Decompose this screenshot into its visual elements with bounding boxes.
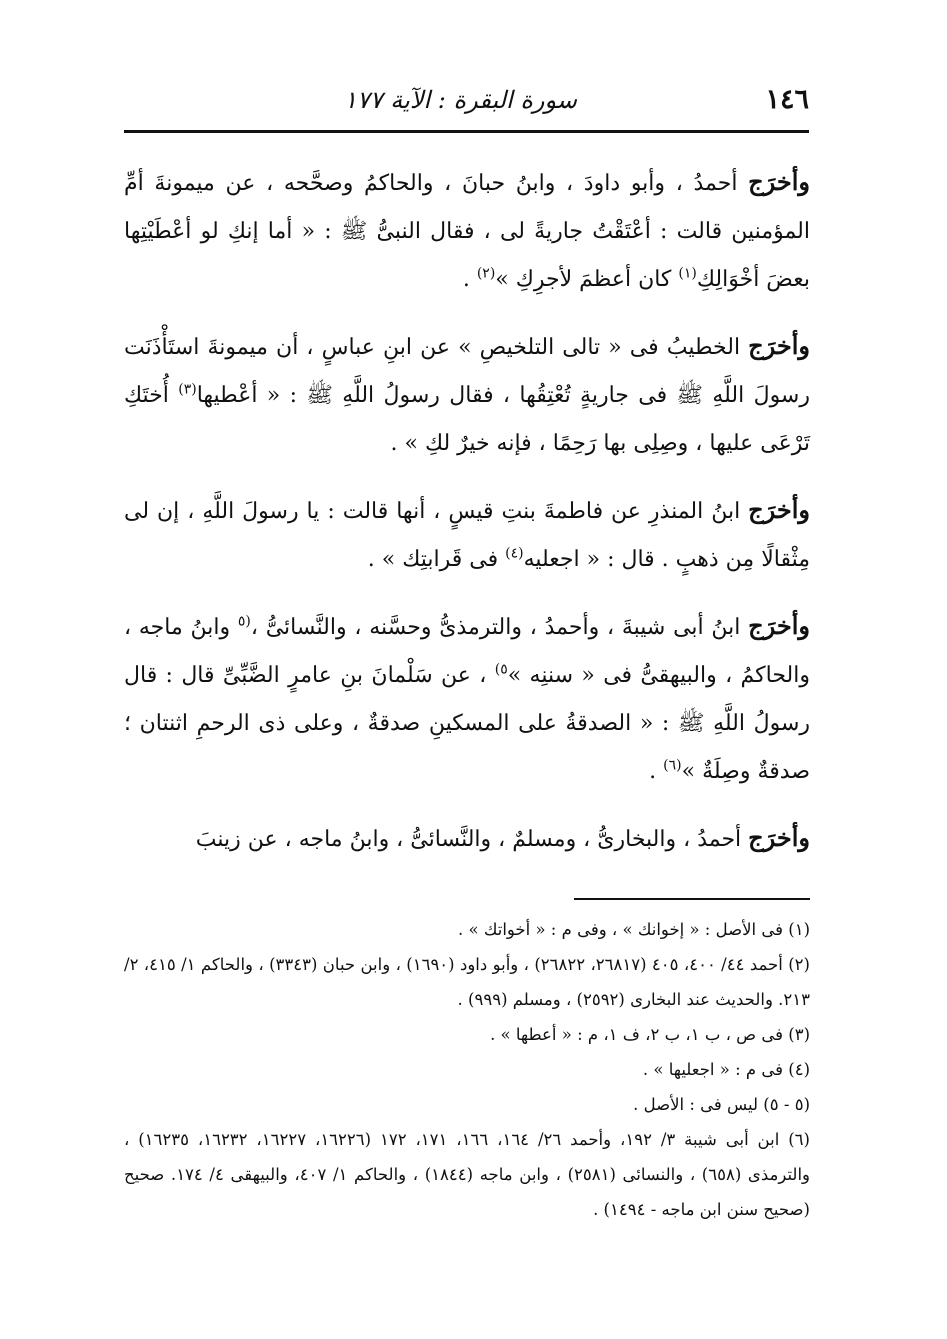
footnote-ref: (٥ — [237, 613, 251, 630]
footnote-1: (١) فى الأصل : « إخوانك » ، وفى م : « أخواتك » . — [458, 920, 810, 939]
paragraph-text: أحمدُ ، وأبو داودَ ، وابنُ حبانَ ، والحاكمُ وصحَّحه ، عن ميمونةَ أمِّ المؤمنين قالت : أعْتَقْتُ جاريةً لى ، فقال النبىُّ ﷺ : « أما إنكِ لو أعْطَيْتِها بعضَ أخْوَالِكِ — [124, 171, 810, 292]
paragraph-1 — [124, 158, 810, 304]
paragraph-2 — [124, 322, 810, 468]
paragraph-text: . — [462, 267, 477, 292]
footnotes — [124, 912, 810, 1227]
paragraph-lead: وأخرَج — [748, 167, 810, 196]
paragraph-text: كان أعظمَ لأجرِكِ » — [495, 267, 679, 292]
page-number: ١٤٦ — [765, 84, 809, 115]
paragraph-lead: وأخرَج — [748, 823, 810, 852]
running-title: سورة البقرة : الآية ١٧٧ — [343, 86, 577, 114]
footnote-2: (٢) أحمد ٤٤/ ٤٠٠، ٤٠٥ (٢٦٨١٧، ٢٦٨٢٢) ، وأبو داود (١٦٩٠) ، وابن حبان (٣٣٤٣) ، والحاكم ١/ ٤١٥، ٢/ ٢١٣. والحديث عند البخارى (٢٥٩٢) ، ومسلم (٩٩٩) . — [124, 955, 810, 1009]
footnote-ref: (١) — [678, 265, 697, 282]
paragraph-text: ابنُ المنذرِ عن فاطمةَ بنتِ قيسٍ ، أنها قالت : يا رسولَ اللَّهِ ، إن لى مِثْقالًا مِن ذهبٍ . قال : « اجعليه — [124, 499, 810, 572]
footnote-ref: ٥) — [494, 661, 508, 678]
footnote-ref: (٣) — [178, 381, 197, 398]
footnote-ref: (٦) — [663, 757, 682, 774]
paragraph-text: الخطيبُ فى « تالى التلخيصِ » عن ابنِ عباسٍ ، أن ميمونةَ استَأْذَنَت رسولَ اللَّهِ ﷺ فى جاريةٍ تُعْتِقُها ، فقال رسولُ اللَّهِ ﷺ : « أعْطيها — [124, 335, 810, 408]
main-text — [124, 158, 810, 882]
paragraph-3 — [124, 486, 810, 584]
paragraph-text: فى قَرابتِك » . — [367, 547, 506, 572]
paragraph-text: ابنُ أبى شيبةَ ، وأحمدُ ، والترمذىُّ وحسَّنه ، والنَّسائىُّ ، — [250, 615, 749, 640]
paragraph-lead: وأخرَج — [748, 495, 810, 524]
paragraph-text: . — [649, 759, 664, 784]
footnote-4: (٤) فى م : « اجعليها » . — [642, 1060, 810, 1079]
paragraph-text: ، عن سَلْمانَ بنِ عامرٍ الضَّبِّىِّ قال : قال رسولُ اللَّهِ ﷺ : « الصدقةُ على المسكينِ صدقةٌ ، وعلى ذى الرحمِ اثنتان ؛ صدقةٌ وصِلَةٌ » — [124, 663, 810, 784]
header-divider — [124, 130, 809, 133]
footnote-ref: (٤) — [505, 545, 524, 562]
footnote-6: (٦) ابن أبى شيبة ٣/ ١٩٢، وأحمد ٢٦/ ١٦٤، ١٦٦، ١٧١، ١٧٢ (١٦٢٢٦، ١٦٢٢٧، ١٦٢٣٢، ١٦٢٣٥) ، والترمذى (٦٥٨) ، والنسائى (٢٥٨١) ، وابن ماجه (١٨٤٤) ، والحاكم ١/ ٤٠٧، والبيهقى ٤/ ١٧٤. صحيح (صحيح سنن ابن ماجه - ١٤٩٤) . — [124, 1130, 810, 1219]
footnote-ref: (٢) — [476, 265, 496, 282]
paragraph-lead: وأخرَج — [748, 611, 810, 640]
paragraph-text: وابنُ ماجه ، والحاكمُ ، والبيهقىُّ فى « سننِه » — [124, 615, 810, 688]
page-header — [124, 78, 809, 124]
paragraph-lead: وأخرَج — [748, 331, 810, 360]
footnote-5: (٥ - ٥) ليس فى : الأصل . — [633, 1095, 810, 1114]
paragraph-5 — [124, 814, 810, 864]
paragraph-4 — [124, 602, 810, 796]
footnote-3: (٣) فى ص ، ب ١، ب ٢، ف ١، م : « أعطها » . — [490, 1025, 810, 1044]
footnote-divider — [574, 898, 810, 900]
paragraph-text: أحمدُ ، والبخارىُّ ، ومسلمٌ ، والنَّسائىُّ ، وابنُ ماجه ، عن زينبَ — [195, 827, 749, 852]
paragraph-text: أُختَكِ تَرْعَى عليها ، وصِلِى بها رَحِمًا ، فإنه خيرٌ لكِ » . — [124, 383, 810, 456]
